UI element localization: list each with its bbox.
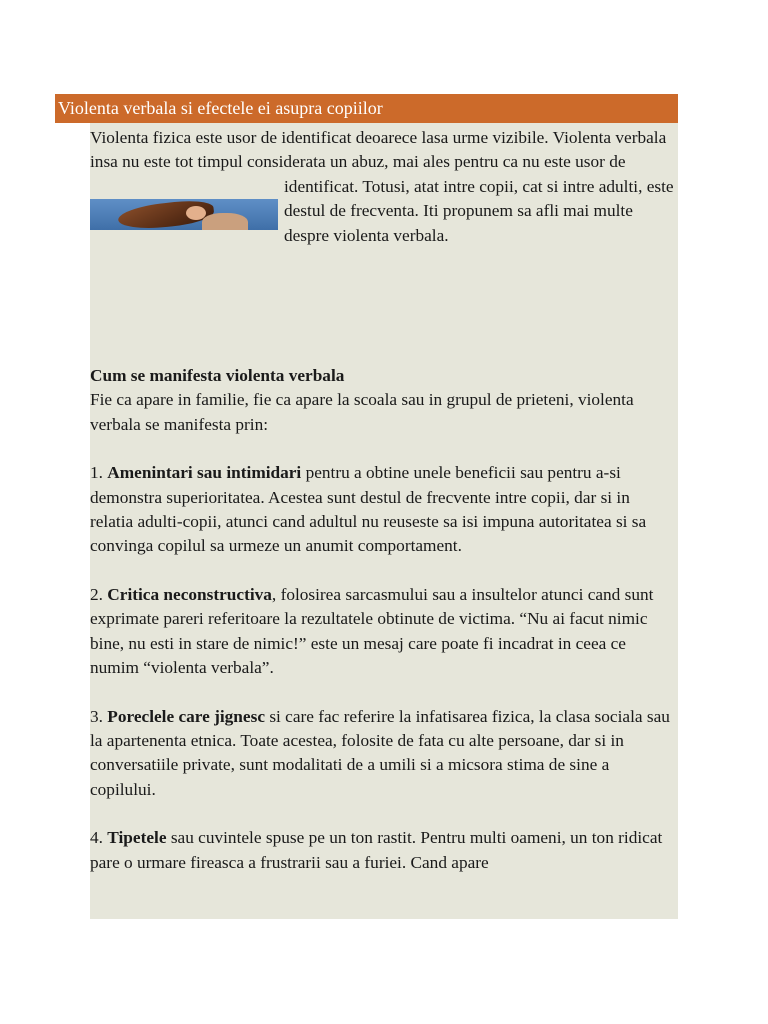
list-item-bold: Critica neconstructiva [107, 584, 272, 604]
list-item-text: sau cuvintele spuse pe un ton rastit. Pentru multi oameni, un ton ridicat pare o urmare fireasca a frustrarii sau a furiei. Cand apare [90, 828, 663, 872]
intro-text-after-image: adulti, este destul de frecventa. Iti propunem sa afli mai multe despre violenta verbala. [284, 176, 674, 245]
list-item [90, 826, 674, 875]
illustration-image [90, 199, 278, 230]
intro-text-before-image: Violenta fizica este usor de identificat deoarece lasa urme vizibile. Violenta verbala insa nu este tot timpul considerata un abuz, mai ales pentru ca nu este usor de identificat. Totusi, atat intre copii, cat si intre [90, 128, 667, 196]
blank-space [90, 248, 674, 362]
document-title: Violenta verbala si efectele ei asupra copiilor [55, 94, 678, 123]
list-item-text: , folosirea sarcasmului sau a insultelor atunci cand sunt exprimate pareri referitoare la rezultatele obtinute de victima. “Nu ai facut nimic bine, nu esti in stare de nimic!” este un mesaj care poate fi incadrat in ceea ce numim “violenta verbala”. [90, 584, 654, 678]
list-item-text: pentru a obtine unele beneficii sau pentru a-si demonstra superioritatea. Acestea sunt destul de frecvente intre copii, dar si in relatia adulti-copii, atunci cand adultul nu reuseste sa isi impuna autoritatea si sa convinga copilul sa urmeze un anumit comportament. [90, 463, 647, 556]
list-item-bold: Amenintari sau intimidari [107, 463, 302, 483]
list-item [90, 705, 674, 803]
list-item [90, 461, 674, 559]
list-item-bold: Tipetele [107, 828, 167, 848]
list-item-number: 4. [90, 828, 103, 848]
list-item-number: 3. [90, 706, 103, 726]
section-heading: Cum se manifesta violenta verbala [90, 366, 345, 386]
list-item-number: 1. [90, 463, 103, 483]
section-lead: Fie ca apare in familie, fie ca apare la scoala sau in grupul de prieteni, violenta verbala se manifesta prin: [90, 390, 634, 434]
intro-paragraph [90, 126, 674, 248]
image-shoulder-shape [202, 213, 248, 230]
list-item-number: 2. [90, 584, 103, 604]
list-item-text: si care fac referire la infatisarea fizica, la clasa sociala sau la apartenenta etnica. Toate acestea, folosite de fata cu alte persoane, dar si in conversatiile private, sunt modalitati de a umili si a micsora stima de sine a copilului. [90, 706, 670, 799]
list-item [90, 583, 674, 681]
document-body [90, 123, 678, 919]
list-item-bold: Poreclele care jignesc [107, 706, 265, 726]
